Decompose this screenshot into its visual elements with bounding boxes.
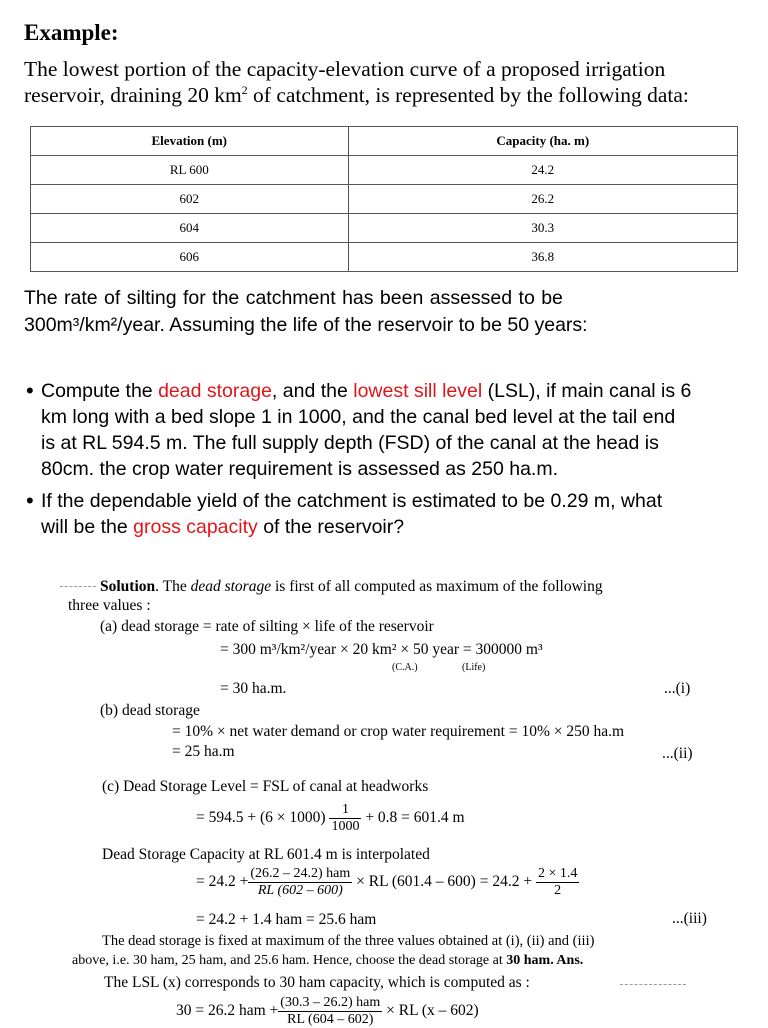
dsc-fraction-2 (536, 866, 579, 899)
bullet-2-line-2 (41, 516, 404, 539)
cell-elevation: RL 600 (31, 156, 349, 185)
table-row (31, 185, 738, 214)
table-row (31, 243, 738, 272)
dsc-frac-num: (26.2 – 24.2) ham (250, 866, 351, 881)
lsl-frac-den: RL (604 – 602) (287, 1012, 374, 1027)
part-a-line: (a) dead storage = rate of silting × life of the reservoir (100, 618, 434, 635)
capacity-elevation-table (30, 126, 738, 272)
dsc-result: = 24.2 + 1.4 ham = 25.6 ham (196, 911, 377, 928)
bullet-2-text-a: will be the (41, 516, 134, 538)
lsl-equation (176, 995, 479, 1028)
bullet-1-line-4: 80cm. the crop water requirement is assessed as 250 ha.m. (41, 458, 558, 480)
intro-text-b: of catchment, is represented by the following data: (247, 83, 689, 108)
table-header-row (31, 127, 738, 156)
lsl-fraction (278, 995, 382, 1028)
table-row (31, 214, 738, 243)
dsc-frac-den: RL (602 – 600) (257, 883, 343, 898)
fix-text-a: above, i.e. 30 ham, 25 ham, and 25.6 ham. Hence, choose the dead storage at (72, 953, 507, 968)
cell-capacity: 26.2 (348, 185, 737, 214)
dsc-frac2-den: 2 (554, 883, 562, 898)
part-c-eq-b: + 0.8 = 601.4 m (365, 809, 465, 827)
bullet-1-line-1 (41, 380, 691, 403)
solution-line-2: three values : (68, 597, 151, 614)
part-c-line: (c) Dead Storage Level = FSL of canal at headworks (102, 778, 429, 795)
fix-line-1: The dead storage is fixed at maximum of the three values obtained at (i), (ii) and (iii) (102, 933, 595, 949)
cell-capacity: 36.8 (348, 243, 737, 272)
part-b-line: (b) dead storage (100, 702, 200, 719)
part-a-life-label: (Life) (462, 662, 486, 673)
intro-line-2 (24, 83, 689, 108)
dsc-eq-b: × RL (601.4 – 600) = 24.2 + (356, 873, 533, 891)
bullet-1-line-3: is at RL 594.5 m. The full supply depth (FSD) of the canal at the head is (41, 432, 659, 454)
gross-capacity-highlight: gross capacity (133, 516, 258, 538)
part-a-ref: ...(i) (664, 680, 691, 697)
scan-dash-rule (60, 586, 96, 587)
bullet-1-text-a: Compute the (41, 380, 159, 402)
silting-line-2: 300m³/km²/year. Assuming the life of the reservoir to be 50 years: (24, 314, 588, 336)
bullet-icon: • (26, 378, 34, 403)
cell-capacity: 24.2 (348, 156, 737, 185)
solution-line-1 (100, 578, 603, 596)
dsc-equation (196, 866, 579, 899)
part-a-equation: = 300 m³/km²/year × 20 km² × 50 year = 300000 m³ (220, 641, 543, 658)
table-row (31, 156, 738, 185)
lsl-line: The LSL (x) corresponds to 30 ham capacity, which is computed as : (104, 974, 530, 991)
lsl-eq-b: × RL (x – 602) (386, 1002, 479, 1020)
intro-superscript: 2 (241, 83, 248, 97)
bullet-2-text-b: of the reservoir? (257, 516, 405, 538)
dsc-fraction (248, 866, 352, 899)
fix-answer: 30 ham. Ans. (506, 953, 584, 968)
intro-text-a: reservoir, draining 20 km (24, 83, 242, 108)
part-c-eq-a: = 594.5 + (6 × 1000) (196, 809, 326, 827)
header-capacity: Capacity (ha. m) (348, 127, 737, 156)
cell-elevation: 606 (31, 243, 349, 272)
solution-dead-storage-italic: dead storage (190, 578, 272, 595)
header-elevation: Elevation (m) (31, 127, 349, 156)
bullet-icon: • (26, 488, 34, 513)
part-c-equation (196, 802, 465, 835)
silting-line-1: The rate of silting for the catchment has been assessed to be (24, 287, 563, 309)
part-b-ref: ...(ii) (662, 745, 693, 762)
lsl-eq-a: 30 = 26.2 ham + (176, 1002, 279, 1020)
part-b-result: = 25 ha.m (172, 743, 235, 760)
bullet-1-text-c: (LSL), if main canal is 6 (482, 380, 692, 402)
cell-elevation: 604 (31, 214, 349, 243)
scan-dash-rule (620, 984, 686, 985)
solution-text-b: is first of all computed as maximum of the following (271, 578, 603, 595)
dead-storage-highlight: dead storage (158, 380, 272, 402)
dsc-eq-a: = 24.2 + (196, 873, 249, 891)
bullet-2-line-1: If the dependable yield of the catchment is estimated to be 0.29 m, what (41, 490, 663, 512)
part-a-ca-label: (C.A.) (392, 662, 418, 673)
lowest-sill-level-highlight: lowest sill level (353, 380, 483, 402)
part-c-fraction (329, 802, 361, 835)
fix-line-2 (72, 953, 583, 969)
bullet-1-text-b: , and the (271, 380, 354, 402)
dsc-frac2-num: 2 × 1.4 (537, 866, 578, 881)
part-c-frac-num: 1 (329, 802, 361, 819)
solution-text-a: . The (155, 578, 191, 595)
intro-line-1: The lowest portion of the capacity-elevation curve of a proposed irrigation (24, 57, 666, 81)
part-b-equation: = 10% × net water demand or crop water requirement = 10% × 250 ha.m (172, 723, 625, 740)
cell-elevation: 602 (31, 185, 349, 214)
lsl-frac-num: (30.3 – 26.2) ham (280, 995, 381, 1010)
dsc-ref: ...(iii) (672, 910, 707, 927)
part-c-frac-den: 1000 (331, 819, 360, 834)
dsc-line: Dead Storage Capacity at RL 601.4 m is interpolated (102, 846, 430, 863)
part-a-result: = 30 ha.m. (220, 680, 287, 697)
example-heading: Example: (24, 20, 119, 45)
cell-capacity: 30.3 (348, 214, 737, 243)
solution-label: Solution (100, 578, 156, 595)
bullet-1-line-2: km long with a bed slope 1 in 1000, and the canal bed level at the tail end (41, 406, 676, 428)
